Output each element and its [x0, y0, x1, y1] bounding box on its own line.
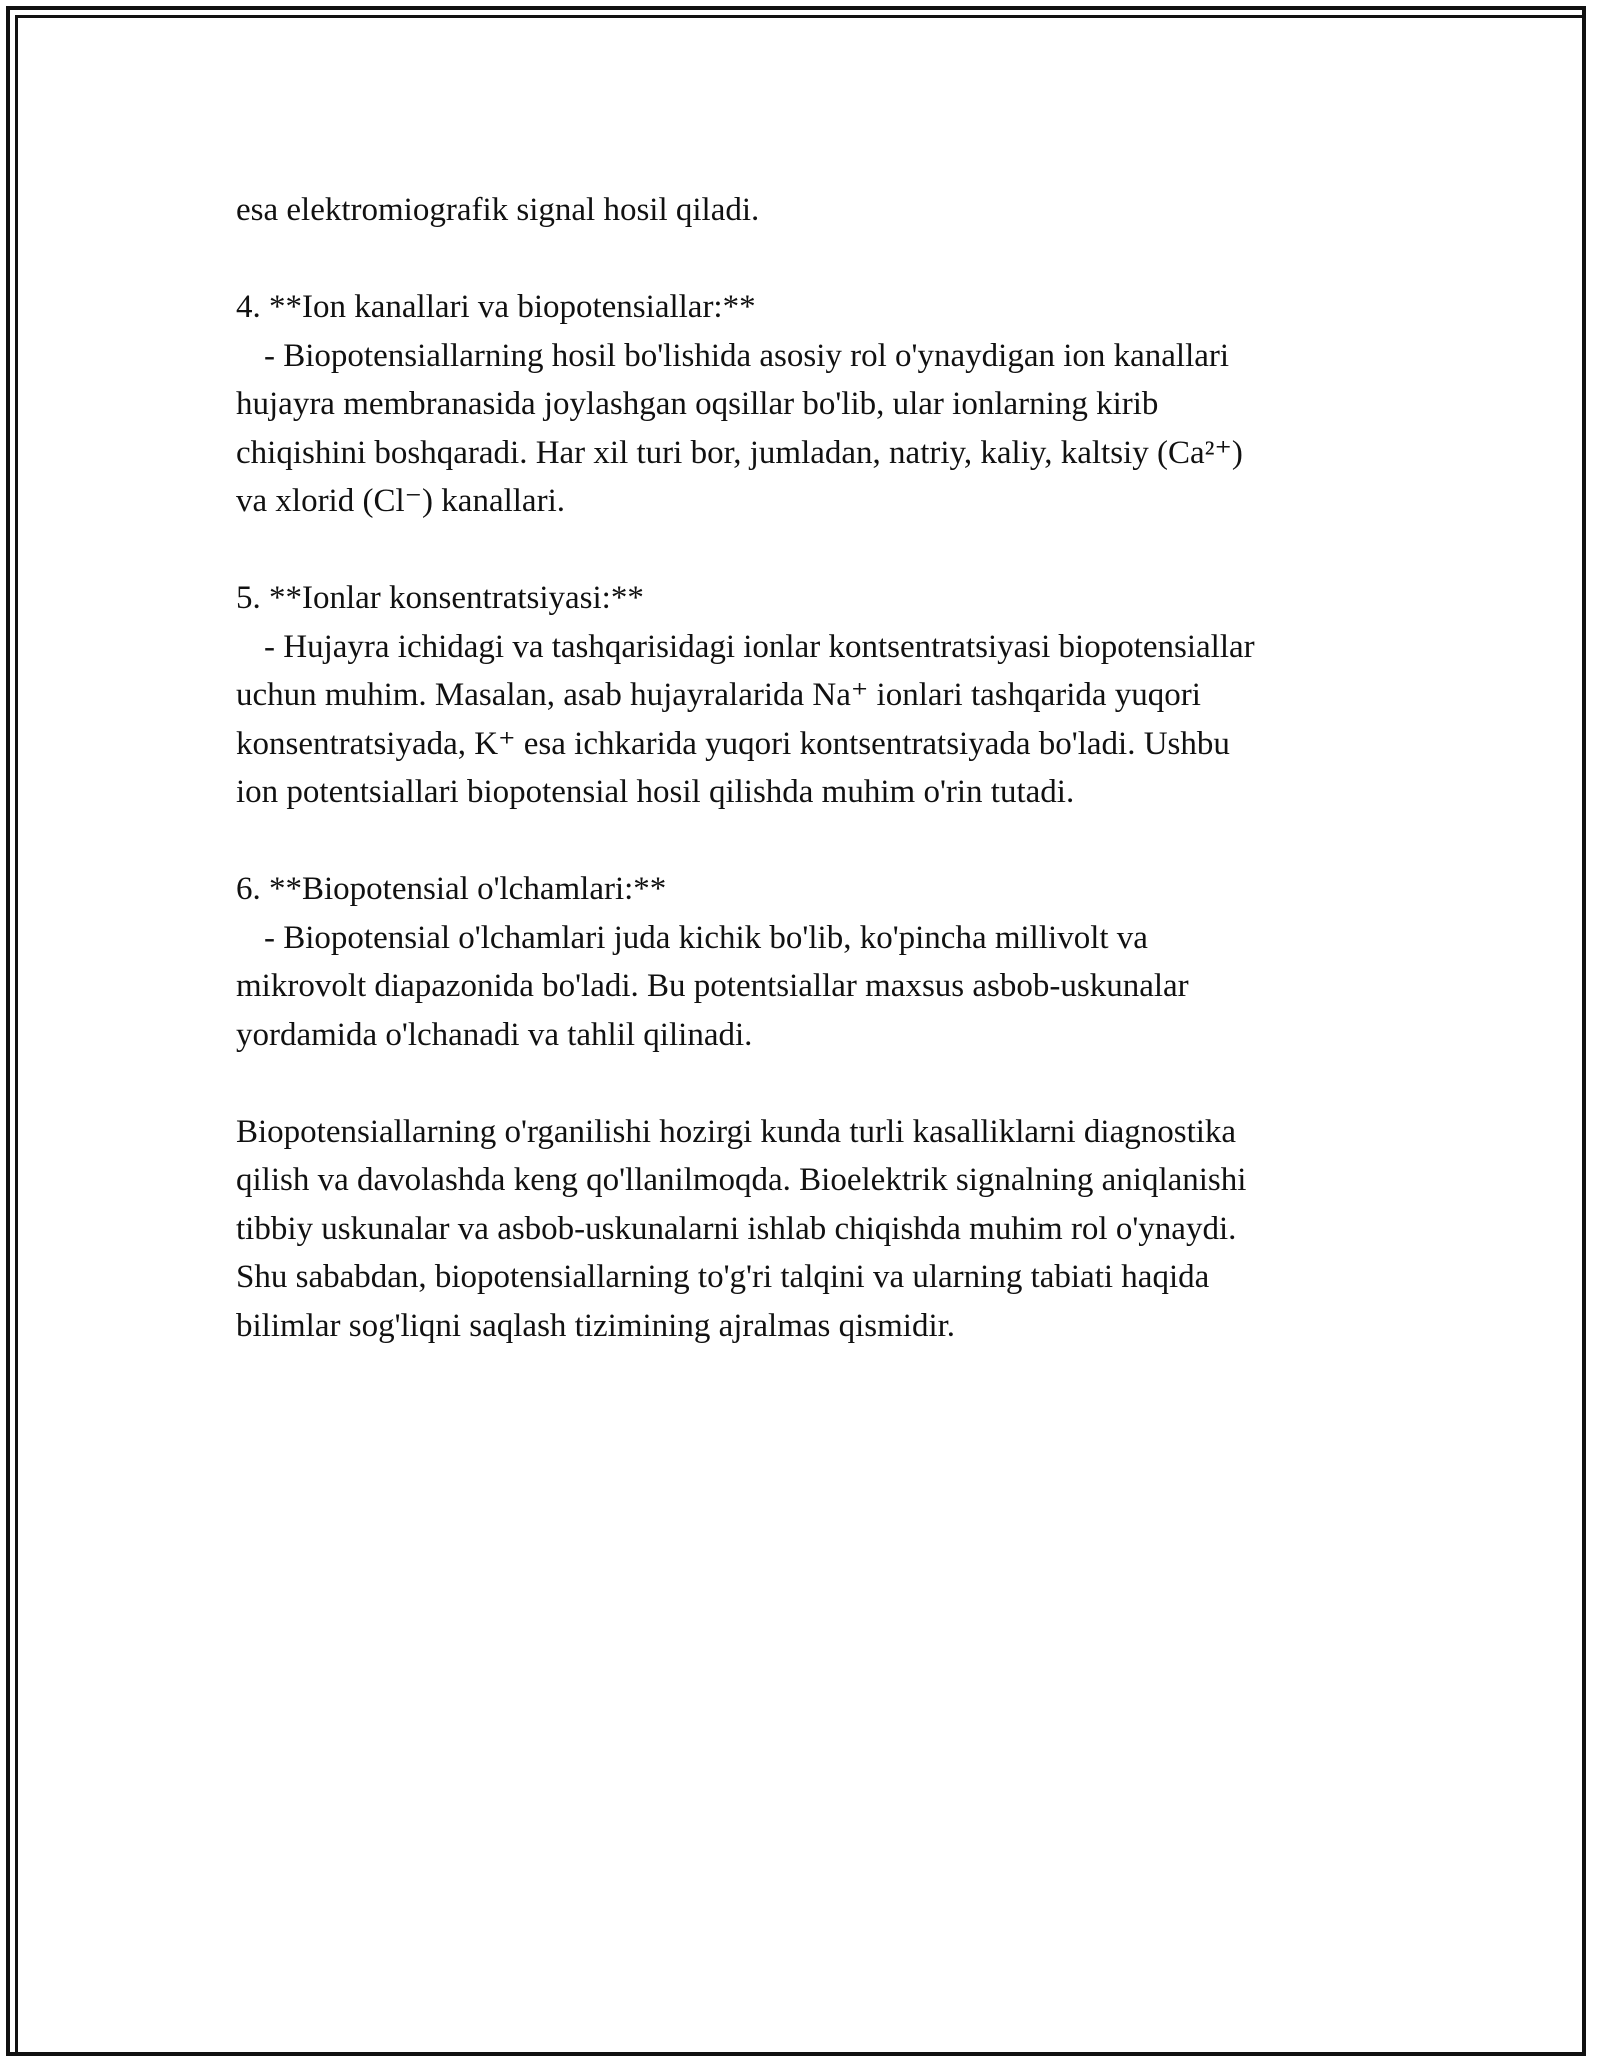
section-line: va xlorid (Cl⁻) kanallari.: [236, 483, 565, 519]
conclusion-line: Biopotensiallarning o'rganilishi hozirgi kunda turli kasalliklarni diagnostika: [236, 1113, 1237, 1150]
section-line: hujayra membranasida joylashgan oqsillar bo'lib, ular ionlarning kirib: [236, 386, 1159, 422]
paragraph-gap: [236, 1059, 1376, 1108]
document-body: [236, 186, 1376, 1350]
paragraph-gap: [236, 526, 1376, 575]
conclusion-line: bilimlar sog'liqni saqlash tizimining ajralmas qismidir.: [236, 1307, 956, 1344]
section-line: mikrovolt diapazonida bo'ladi. Bu potentsiallar maxsus asbob-uskunalar: [236, 968, 1189, 1004]
section-heading: 6. **Biopotensial o'lchamlari:**: [236, 871, 667, 907]
conclusion-line: Shu sababdan, biopotensiallarning to'g'ri talqini va ularning tabiati haqida: [236, 1259, 1210, 1295]
conclusion-line: tibbiy uskunalar va asbob-uskunalarni ishlab chiqishda muhim rol o'ynaydi.: [236, 1210, 1237, 1247]
section-heading: 4. **Ion kanallari va biopotensiallar:**: [236, 289, 756, 325]
intro-line: esa elektromiografik signal hosil qiladi.: [236, 192, 760, 228]
section-line: - Biopotensiallarning hosil bo'lishida asosiy rol o'ynaydigan ion kanallari: [264, 337, 1230, 374]
section-heading: 5. **Ionlar konsentratsiyasi:**: [236, 580, 644, 616]
section-line: - Hujayra ichidagi va tashqarisidagi ionlar kontsentratsiyasi biopotensiallar: [264, 628, 1255, 665]
section-biopotential-magnitudes: [236, 865, 1376, 1059]
paragraph-gap: [236, 817, 1376, 866]
conclusion-line: qilish va davolashda keng qo'llanilmoqda. Bioelektrik signalning aniqlanishi: [236, 1162, 1247, 1198]
section-ion-concentration: [236, 574, 1376, 817]
section-line: - Biopotensial o'lchamlari juda kichik bo'lib, ko'pincha millivolt va: [264, 919, 1148, 956]
section-ion-channels: [236, 283, 1376, 526]
paragraph-gap: [236, 235, 1376, 284]
section-line: yordamida o'lchanadi va tahlil qilinadi.: [236, 1016, 753, 1053]
conclusion-paragraph: [236, 1108, 1376, 1351]
section-line: chiqishini boshqaradi. Har xil turi bor, jumladan, natriy, kaliy, kaltsiy (Ca²⁺): [236, 434, 1243, 471]
section-line: uchun muhim. Masalan, asab hujayralarida Na⁺ ionlari tashqarida yuqori: [236, 677, 1201, 713]
section-line: ion potentsiallari biopotensial hosil qilishda muhim o'rin tutadi.: [236, 774, 1075, 810]
section-line: konsentratsiyada, K⁺ esa ichkarida yuqori kontsentratsiyada bo'ladi. Ushbu: [236, 725, 1230, 762]
